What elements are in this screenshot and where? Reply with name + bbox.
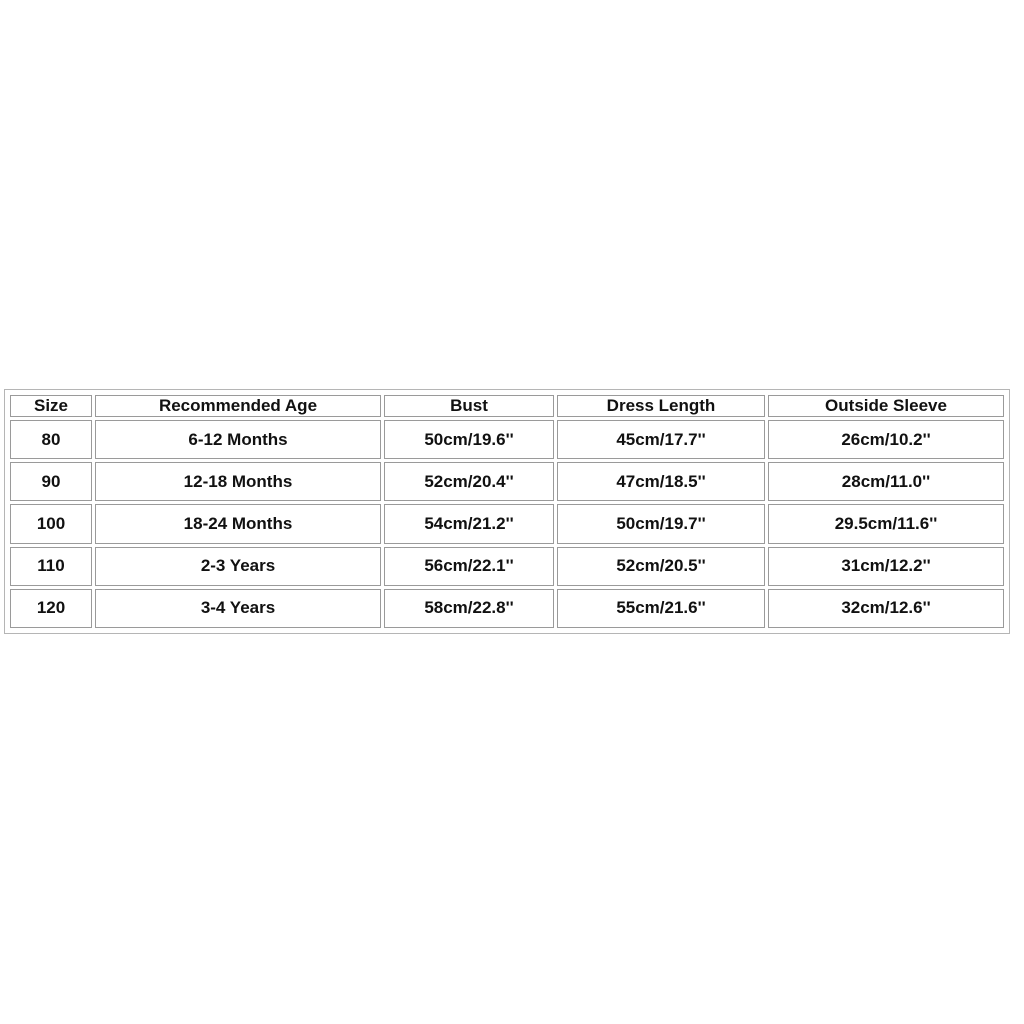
cell-recommended-age: 2-3 Years [95,547,381,586]
cell-dress-length: 47cm/18.5'' [557,462,765,501]
cell-recommended-age: 6-12 Months [95,420,381,459]
cell-bust: 54cm/21.2'' [384,504,554,543]
cell-bust: 56cm/22.1'' [384,547,554,586]
size-chart-table [7,392,1007,631]
table-row [10,462,1004,501]
cell-outside-sleeve: 32cm/12.6'' [768,589,1004,628]
cell-size: 120 [10,589,92,628]
header-size: Size [10,395,92,417]
header-dress-length: Dress Length [557,395,765,417]
table-row [10,589,1004,628]
header-outside-sleeve: Outside Sleeve [768,395,1004,417]
cell-dress-length: 52cm/20.5'' [557,547,765,586]
cell-bust: 52cm/20.4'' [384,462,554,501]
cell-dress-length: 45cm/17.7'' [557,420,765,459]
cell-outside-sleeve: 29.5cm/11.6'' [768,504,1004,543]
size-chart [4,389,1010,634]
cell-recommended-age: 18-24 Months [95,504,381,543]
cell-outside-sleeve: 28cm/11.0'' [768,462,1004,501]
cell-size: 80 [10,420,92,459]
cell-dress-length: 55cm/21.6'' [557,589,765,628]
cell-recommended-age: 3-4 Years [95,589,381,628]
cell-recommended-age: 12-18 Months [95,462,381,501]
cell-size: 110 [10,547,92,586]
header-recommended-age: Recommended Age [95,395,381,417]
table-row [10,420,1004,459]
cell-outside-sleeve: 31cm/12.2'' [768,547,1004,586]
table-row [10,547,1004,586]
cell-bust: 50cm/19.6'' [384,420,554,459]
cell-outside-sleeve: 26cm/10.2'' [768,420,1004,459]
header-row [10,395,1004,417]
cell-bust: 58cm/22.8'' [384,589,554,628]
cell-dress-length: 50cm/19.7'' [557,504,765,543]
table-row [10,504,1004,543]
cell-size: 100 [10,504,92,543]
cell-size: 90 [10,462,92,501]
header-bust: Bust [384,395,554,417]
